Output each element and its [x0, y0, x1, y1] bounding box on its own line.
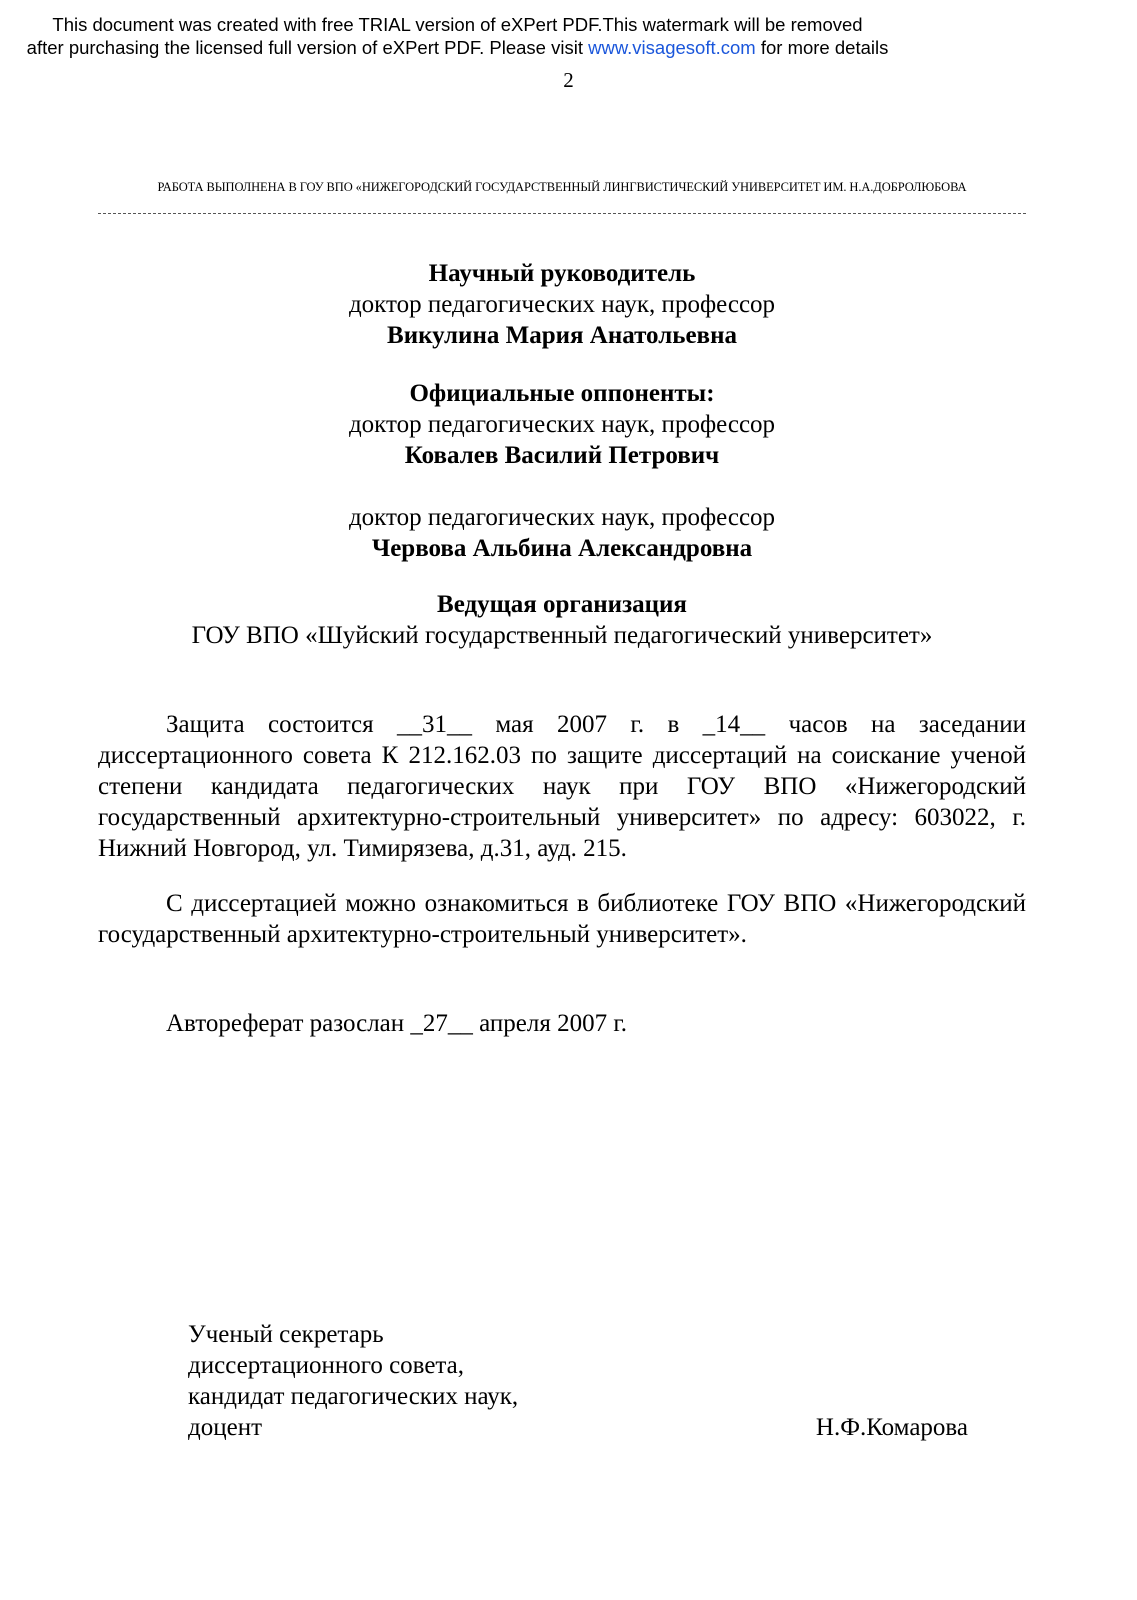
sent-paragraph: [98, 1008, 1026, 1039]
trial-watermark: [0, 13, 915, 59]
signature-line-3: кандидат педагогических наук,: [188, 1383, 519, 1410]
watermark-link[interactable]: www.visagesoft.com: [588, 37, 756, 58]
leading-org-block: [98, 589, 1026, 651]
supervisor-name: Викулина Мария Анатольевна: [387, 322, 737, 349]
opponent-2-degree: доктор педагогических наук, профессор: [348, 504, 776, 531]
leading-org-name: ГОУ ВПО «Шуйский государственный педагогический университет»: [191, 622, 933, 649]
library-paragraph: [98, 888, 1026, 950]
page-number: 2: [563, 68, 574, 92]
defense-paragraph: [98, 709, 1026, 864]
opponent-1-name: Ковалев Василий Петрович: [404, 442, 720, 469]
header-divider: [98, 213, 1026, 214]
library-text: С диссертацией можно ознакомиться в библиотеке ГОУ ВПО «Нижегородский государственный архитектурно-строительный университет».: [98, 890, 1026, 948]
supervisor-block: [98, 258, 1026, 351]
opponents-block: [98, 378, 1026, 564]
signature-line-4: доцент: [188, 1414, 262, 1441]
opponent-1-degree: доктор педагогических наук, профессор: [348, 411, 776, 438]
running-header: РАБОТА ВЫПОЛНЕНА В ГОУ ВПО «НИЖЕГОРОДСКИЙ ГОСУДАРСТВЕННЫЙ ЛИНГВИСТИЧЕСКИЙ УНИВЕРСИТЕТ ИМ. Н.А.ДОБРОЛЮБОВА: [157, 180, 967, 194]
signature-line-2: диссертационного совета,: [188, 1352, 465, 1379]
supervisor-heading: Научный руководитель: [428, 260, 696, 287]
supervisor-degree: доктор педагогических наук, профессор: [348, 291, 776, 318]
defense-text: Защита состоится __31__ мая 2007 г. в _14__ часов на заседании диссертационного совета К 212.162.03 по защите диссертаций на соискание ученой степени кандидата педагогических наук при ГОУ ВПО «Нижегородский государственный архитектурно-строительный университет» по адресу: 603022, г. Нижний Новгород, ул. Тимирязева, д.31, ауд. 215.: [98, 711, 1026, 862]
signature-block: [188, 1319, 988, 1443]
watermark-line-2-prefix: after purchasing the licensed full version of eXPert PDF. Please visit: [26, 37, 589, 58]
signature-line-1: Ученый секретарь: [188, 1321, 384, 1348]
watermark-line-1: This document was created with free TRIAL version of eXPert PDF.This watermark will be removed: [52, 14, 863, 35]
sent-text: Автореферат разослан _27__ апреля 2007 г.: [166, 1010, 628, 1037]
opponents-heading: Официальные оппоненты:: [409, 380, 715, 407]
watermark-line-2-suffix: for more details: [755, 37, 889, 58]
opponent-2-name: Червова Альбина Александровна: [371, 535, 753, 562]
leading-org-heading: Ведущая организация: [437, 591, 687, 618]
signer-name: Н.Ф.Комарова: [815, 1414, 968, 1441]
watermark-line-2: [0, 36, 915, 59]
